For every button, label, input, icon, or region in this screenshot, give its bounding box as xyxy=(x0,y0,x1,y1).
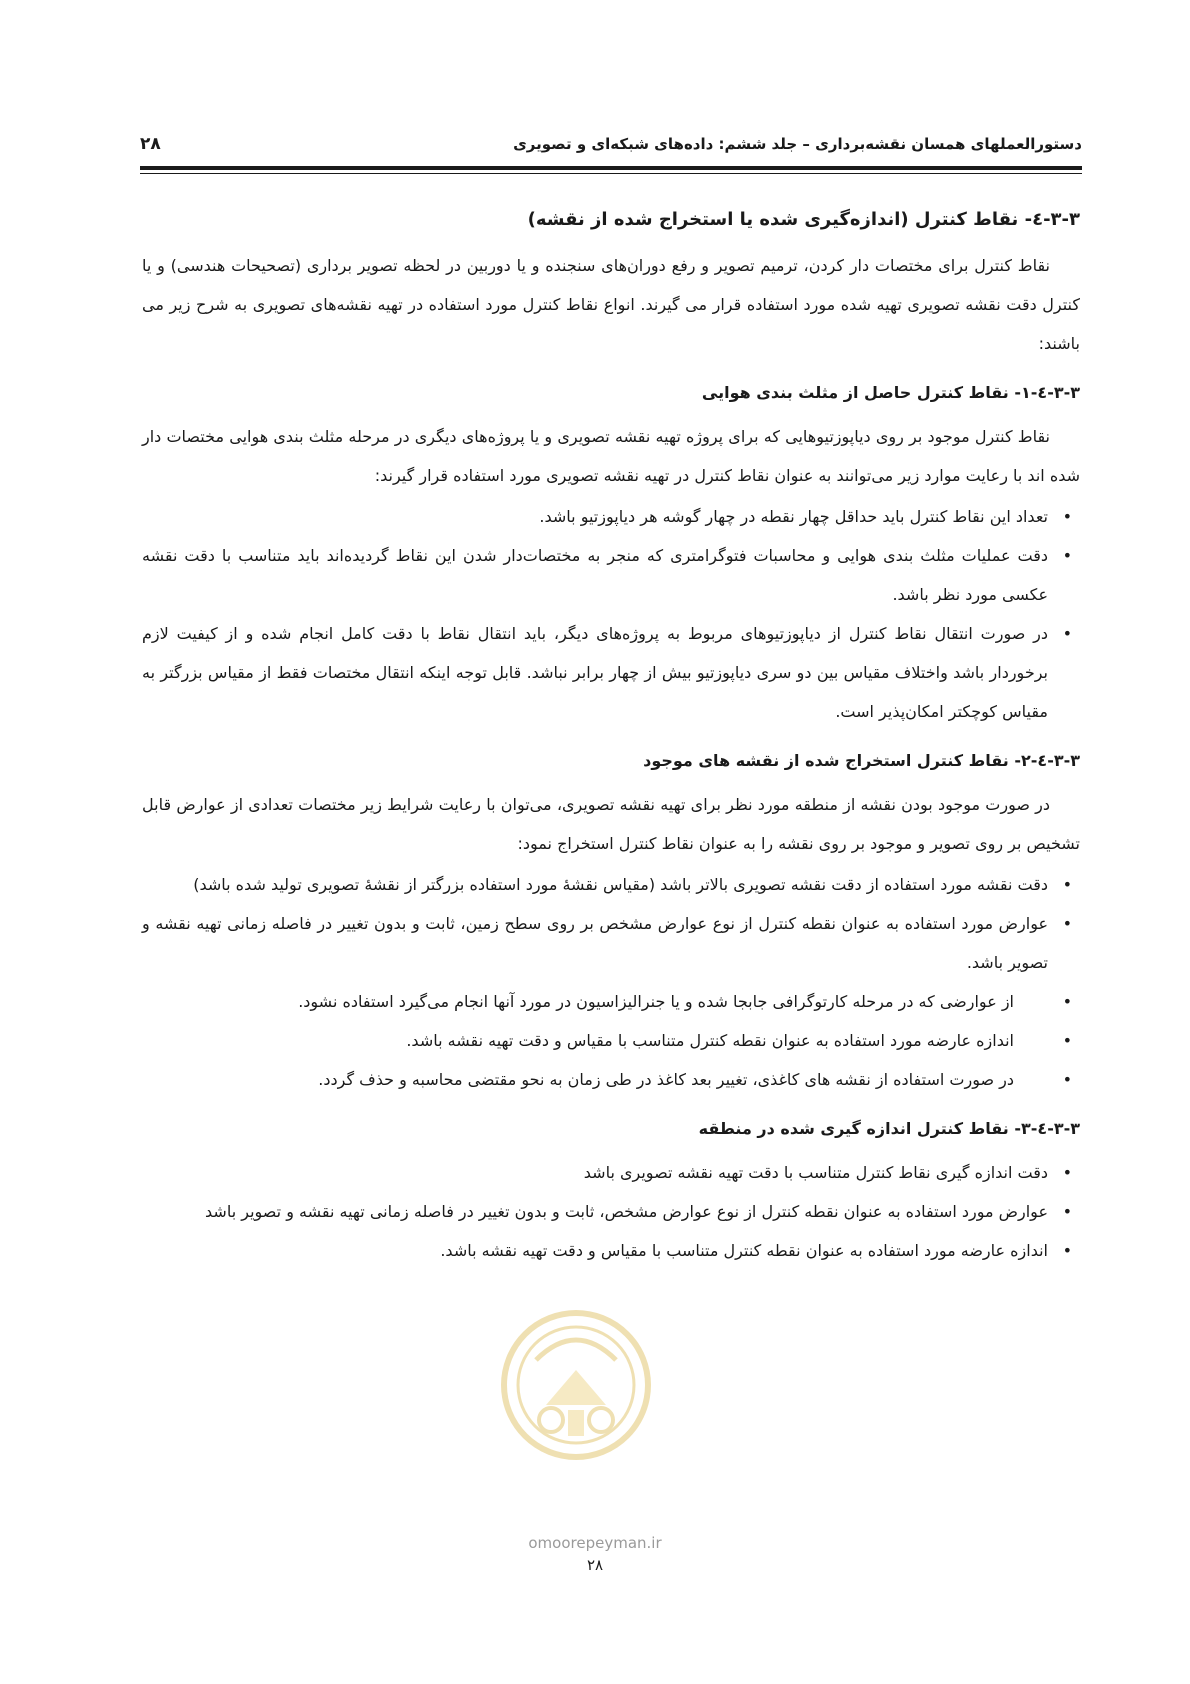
header-rule-thin xyxy=(140,173,1082,174)
bullet-list-3 xyxy=(142,1153,1080,1270)
subsection-heading-3: ۳-۳-٤-۳- نقاط کنترل اندازه گیری شده در منطقه xyxy=(698,1119,1080,1138)
list-item: • دقت عملیات مثلث بندی هوایی و محاسبات فتوگرامتری که منجر به مختصات‌دار شدن این نقاط گردیده‌اند باید متناسب با دقت نقشه عکسی مورد نظر باشد. xyxy=(142,536,1080,614)
list-item: • در صورت استفاده از نقشه های کاغذی، تغییر بعد کاغذ در طی زمان به نحو مقتضی محاسبه و حذف گردد. xyxy=(142,1060,1080,1099)
footer-page-number: ۲۸ xyxy=(586,1556,604,1574)
subsection-paragraph-2: در صورت موجود بودن نقشه از منطقه مورد نظر برای تهیه نقشه تصویری، می‌توان با رعایت شرایط زیر مختصات تعدادی از عوارض قابل تشخیص بر روی تصویر و موجود بر روی نقشه را به عنوان نقاط کنترل استخراج نمود: xyxy=(142,795,1080,853)
list-item: • اندازه عارضه مورد استفاده به عنوان نقطه کنترل متناسب با مقیاس و دقت تهیه نقشه باشد. xyxy=(142,1021,1080,1060)
list-item: • اندازه عارضه مورد استفاده به عنوان نقطه کنترل متناسب با مقیاس و دقت تهیه نقشه باشد. xyxy=(142,1231,1080,1270)
subsection-heading-2: ۳-۳-٤-۲- نقاط کنترل استخراج شده از نقشه های موجود xyxy=(643,751,1080,770)
page-content xyxy=(142,200,1080,1276)
section-heading: ۳-۳-٤- نقاط کنترل (اندازه‌گیری شده یا استخراج شده از نقشه) xyxy=(527,209,1080,230)
seal-logo-icon xyxy=(496,1300,656,1470)
list-item: • عوارض مورد استفاده به عنوان نقطه کنترل از نوع عوارض مشخص، ثابت و بدون تغییر در فاصله زمانی تهیه نقشه و تصویر باشد xyxy=(142,1192,1080,1231)
watermark-url: omoorepeyman.ir xyxy=(528,1534,662,1552)
list-item: • از عوارضی که در مرحله کارتوگرافی جابجا شده و یا جنرالیزاسیون در مورد آنها انجام می‌گیرد استفاده نشود. xyxy=(142,982,1080,1021)
section-intro: نقاط کنترل برای مختصات دار کردن، ترمیم تصویر و رفع دوران‌های سنجنده و یا دوربین در لحظه تصویر برداری (تصحیحات هندسی) و یا کنترل دقت نقشه تصویری تهیه شده مورد استفاده قرار می گیرند. انواع نقاط کنترل مورد استفاده در تهیه نقشه‌های تصویری به شرح زیر می باشند: xyxy=(142,256,1080,353)
header-rule-thick xyxy=(140,166,1082,170)
header-page-number: ۲۸ xyxy=(140,134,161,154)
header-title: دستورالعملهای همسان نقشه‌برداری – جلد ششم: داده‌های شبکه‌ای و تصویری xyxy=(513,135,1082,153)
bullet-list-1 xyxy=(142,497,1080,731)
bullet-list-2 xyxy=(142,865,1080,1099)
list-item: • دقت اندازه گیری نقاط کنترل متناسب با دقت تهیه نقشه تصویری باشد xyxy=(142,1153,1080,1192)
subsection-paragraph-1: نقاط کنترل موجود بر روی دیاپوزتیوهایی که برای پروژه تهیه نقشه تصویری و یا پروژه‌های دیگری در مرحله مثلث بندی هوایی مختصات دار شده اند با رعایت موارد زیر می‌توانند به عنوان نقاط کنترل در تهیه نقشه تصویری مورد استفاده قرار گیرند: xyxy=(142,427,1080,485)
list-item: • عوارض مورد استفاده به عنوان نقطه کنترل از نوع عوارض مشخص بر روی سطح زمین، ثابت و بدون تغییر در فاصله زمانی تهیه نقشه و تصویر باشد. xyxy=(142,904,1080,982)
list-item: • دقت نقشه مورد استفاده از دقت نقشه تصویری بالاتر باشد (مقیاس نقشهٔ مورد استفاده بزرگتر از نقشهٔ تصویری تولید شده باشد) xyxy=(142,865,1080,904)
subsection-heading-1: ۳-۳-٤-۱- نقاط کنترل حاصل از مثلث بندی هوایی xyxy=(701,383,1080,402)
page-header xyxy=(140,124,1082,164)
list-item: • تعداد این نقاط کنترل باید حداقل چهار نقطه در چهار گوشه هر دیاپوزتیو باشد. xyxy=(142,497,1080,536)
list-item: • در صورت انتقال نقاط کنترل از دیاپوزتیوهای مربوط به پروژه‌های دیگر، باید انتقال نقاط با دقت کامل انجام شده و از کیفیت لازم برخوردار باشد واختلاف مقیاس بین دو سری دیاپوزتیو بیش از چهار برابر نباشد. قابل توجه اینکه انتقال مختصات فقط از مقیاس بزرگتر به مقیاس کوچکتر امکان‌پذیر است. xyxy=(142,614,1080,731)
